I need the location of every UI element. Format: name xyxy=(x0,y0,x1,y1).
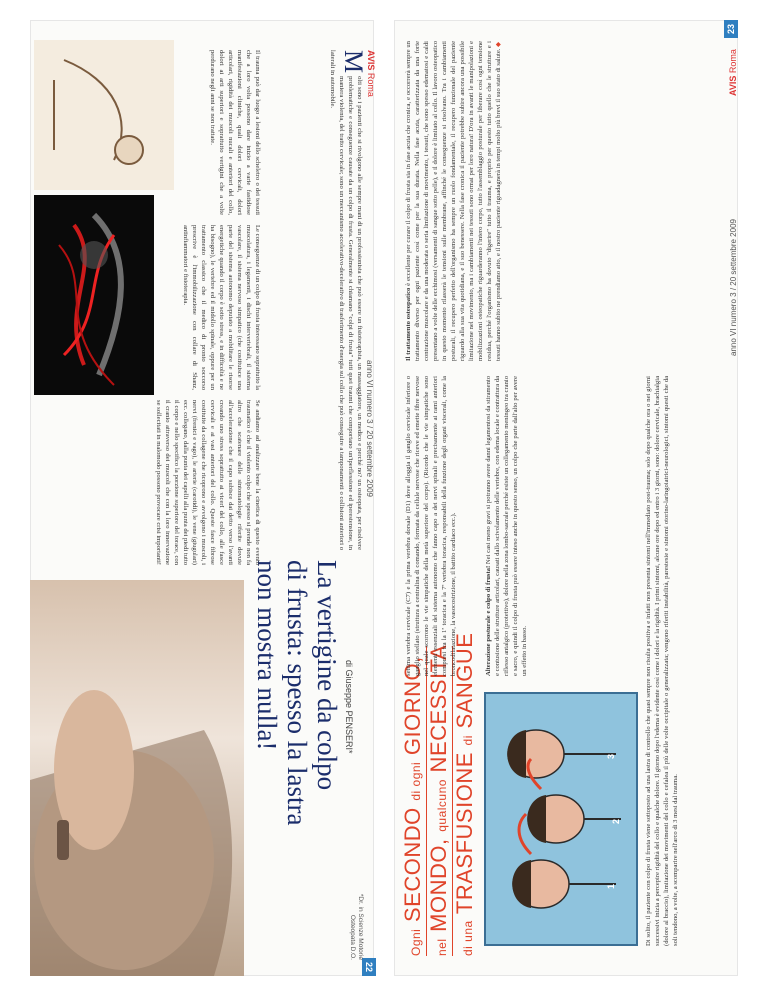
right-page xyxy=(394,20,738,976)
headline-word: MONDO, xyxy=(426,838,451,932)
logo-text: AVIS xyxy=(366,50,376,71)
headline-word: NECESSITA xyxy=(426,644,451,773)
body-column-1b xyxy=(484,376,634,676)
photo-illustration xyxy=(30,580,244,976)
body-column-1: settima vertebra cervicale (C7) e la prima vertebra dorsale (D1) dove alloggia il ganglio cervicale inferiore o ganglio stellato (struttura a centralina di comando, formata da cellule nervose che riceve ed emette fibre nervose nel quale scorrono le vie simpatiche della metà superiore del corpo). (Ricordo che le vie simpatiche sono elementi essenziali del sistema autonomo che fanno capo a dei nervi spinali e precisamente ai rami anteriori compresi tra la 1ª toracica e la 7ª vertebra toracica, responsabili della funzione degli organi viscerali, come la broncodilatazione, la vasocostrizione, il battito cardiaco ecc.). xyxy=(405,376,457,676)
section-text: Nei casi meno gravi si potranno avere danni legamentosi da stiramento e contusione delle strutture articolari, causati dallo scivolamento delle vertebre, con edema locale e contrattura da riflesso antalgico (protettivo), dolore nella zona lombo-sacrale perché esiste un collegamento meningeo tra cranio e sacro, e quindi il colpo di frusta può essere inteso anche in questo senso, un colpo che parte dall'alto per avere un effetto in basso. xyxy=(485,376,528,676)
running-footer: anno VI numero 3 / 20 settembre 2009 xyxy=(365,360,374,497)
logo-text: AVIS xyxy=(728,75,738,96)
logo-accent: Roma xyxy=(728,49,738,74)
body-column-2: Di solito, il paziente con colpo di frusta viene sottoposto ad una lastra di controllo che quasi sempre non risulta positiva e infatti non presenta sintomi nell'immediato post-trauma; solo dopo qualche ora o nei giorni successivi inizia a percepire rigidità del collo e qualche dolore. Il giorno dopo l'edema è evidente così come i dolori e la rigidità. I primi sintomi, alcune ore dopo ed entro i 3 giorni, sono: dolore cervicale, brachialgia (dolore al braccio), limitazione dei movimenti del collo e cefalea il più delle volte occipitale o generalizzata; vengono riferiti instabilità, parestesie e sintomi otorino-laringoiatrici-neurologici, sintomi questi che da soli tendono, a volte, a scomparire nell'arco di 3 mesi dal trauma. xyxy=(645,376,679,946)
avis-logo xyxy=(366,50,376,97)
headline-word: Ogni xyxy=(409,928,423,956)
article-title xyxy=(252,560,342,950)
left-page-content xyxy=(30,20,374,976)
diagram-label: 3 xyxy=(606,753,616,759)
drop-cap: M xyxy=(339,50,368,74)
headline-word: GIORNO, xyxy=(400,656,425,756)
xray-illustration xyxy=(34,195,154,395)
body-column-3: Se andiamo ad analizzare bene la cinetica di questo evento traumatico è che il violento colpo che spesso si prende non fa altro che scatenare delle sintomatologie riferite dovute all'accelerazione che il capo subisce dai detto verso l'avanti creando uno stress soprattutto ai vicerI del collo, alle fasce cervicali e ai vasi anteriori del collo. Queste fasce fibrose costituite da collagene che ricoprono e avvolgono i muscoli, i nervi (frenici e vago), le arterie (carotidi), le vene (giugulari) ecc. collegano, dalla punta dei capelli alla punta dei piedi tutto il corpo e nello specifico la porzione superiore del torace, con il cranio attraverso dei muscoli che con la loro innervazione se sollecitati in malomodo possono provocare crisi importanti! xyxy=(155,400,261,565)
intro-text: olti sono i pazienti che si rivolgono alle sempre mani di un professionista che può essere un fisioterapista, un massaggiatore, un medico e perché no? un osteopata, per risolvere problematiche e conseguenze causate da un colpo di frusta. Generalmente si chiamano "colpi di frusta" tutti quei traumi che comportano un'iperflessione ed iperestensione, in maniera violenta, del tratto cervicale; sono un meccanismo accelerativo-decelerativo di trasferimento d'energia sul collo che può conseguire a tamponamenti o collisioni anteriori o laterali in automobile. xyxy=(329,50,363,550)
woman-neck-pain-photo xyxy=(30,580,244,976)
section-heading: Alterazione posturale e colpo di frusta! xyxy=(485,565,492,676)
page-number: 22 xyxy=(362,958,376,976)
end-mark: ◆ xyxy=(495,41,502,47)
headline-line-1 xyxy=(402,656,427,956)
left-page xyxy=(30,20,374,976)
whiplash-diagram xyxy=(484,692,638,946)
body-column-3 xyxy=(404,41,729,361)
headline-word: di xyxy=(461,735,475,746)
headline-line-3 xyxy=(454,633,479,956)
section-heading: Il trattamento osteopatico xyxy=(405,287,412,361)
body-column-1: Il trauma può dar luogo a lesioni dello scheletro o dei tessuti che a loro volta possono dare inizio a varie fastidiose manifestazioni cliniche, quali dolori cervicali, dolori articolari, rigidità dei muscoli nucali e anteriori del collo, dolori ai arti superiori e soprattutto vertigini che a volte perdurano negli anni se non trattate. xyxy=(209,50,261,215)
intro-paragraph xyxy=(264,50,368,550)
headline-line-2 xyxy=(428,645,453,956)
title-line: non mostra nulla! xyxy=(252,560,282,751)
page-number: 23 xyxy=(724,20,738,38)
headline-word: SANGUE xyxy=(452,632,477,729)
byline: di Giuseppe PENSERI* xyxy=(344,660,354,754)
headline-word: di ogni xyxy=(409,761,423,801)
author-affiliation: *Dr. in Scienze Motorie Osteopata D.O. xyxy=(349,893,364,960)
body-column-2: Le conseguenze di un colpo di frusta interessano soprattutto la muscolatura, i legamenti, i dischi intervertebrali, il sistema vascolare, il sistema nervoso simpatico (che costituisce una parte del sistema autonomo deputato a mobilitare le risorse energetiche quando il corpo è sotto stress, e in difficoltà e ne ha bisogno), le vertebre ed il midollo spinale, oppure per un trattamento classico che il medico di pronto soccorso prescrive è l'immobilizzazione con collare di Shanz, antinfiammatori e fisioterapia. xyxy=(182,225,261,390)
sketch-illustration xyxy=(34,40,174,190)
logo-accent: Roma xyxy=(366,72,376,97)
title-line: di frusta: spesso la lastra xyxy=(282,560,312,826)
headline-word: TRASFUSIONE xyxy=(452,752,477,915)
diagram-label: 2 xyxy=(611,818,621,824)
section-text: è eccellente per curare il colpo di frusta sia in fase acuta che cronica, e occorrerà sempre un trattamento diverso per ogni paziente così come per la sua durata. Nella fase acuta, caratterizzata da una forte contrazione muscolare e da una moderata o seria limitazione di movimento, i tessuti, che sono spesso edematosi e caldi presentano a volte delle ecchimosi (versamenti di sangue sotto pelle), e il dolore è limitato al collo. Il lavoro osteopatico in questo momento rilasserà le tensioni sulle membrane, affinché le conseguenze si risolvano. Tra i cambiamenti posturali, il recupero perfetto dell'organismo ha sempre un ruolo fondamentale, il recupero funzionale del paziente riguardo alla sua vita quotidiana, e il suo benessere. Nella fase cronica il paziente potrebbe subire ancora una possibile limitazione nel movimento, ma i cambiamenti nei tessuti sono ormai per loro natura! D'ora in avanti le manipolazioni e mobilizzazioni osteopatiche riguarderanno l'intero corpo, tutto l'assemblaggio posturale per liberare così ogni tensione residua, perché l'organismo ha dovuto "digerire" tutto il trauma, e proprio per questo tutto quello che le strutture e i tessuti hanno subito ne prendiamo atto, e il nostro paziente riguadagnerà in tempi molto più brevi il suo stato di salute. xyxy=(405,41,502,361)
diagram-label: 1 xyxy=(606,883,616,889)
running-footer: anno VI numero 3 / 20 settembre 2009 xyxy=(729,219,738,356)
headline-word: qualcuno xyxy=(435,779,449,832)
right-page-content xyxy=(394,20,738,976)
headline-word: SECONDO xyxy=(400,807,425,923)
avis-logo xyxy=(728,49,738,96)
headline-word: nel xyxy=(435,938,449,956)
xray-neck-image xyxy=(34,195,154,395)
headline-word: di una xyxy=(461,920,475,956)
title-line: La vertigine da colpo xyxy=(312,560,342,791)
sketch-drawing xyxy=(34,40,174,190)
